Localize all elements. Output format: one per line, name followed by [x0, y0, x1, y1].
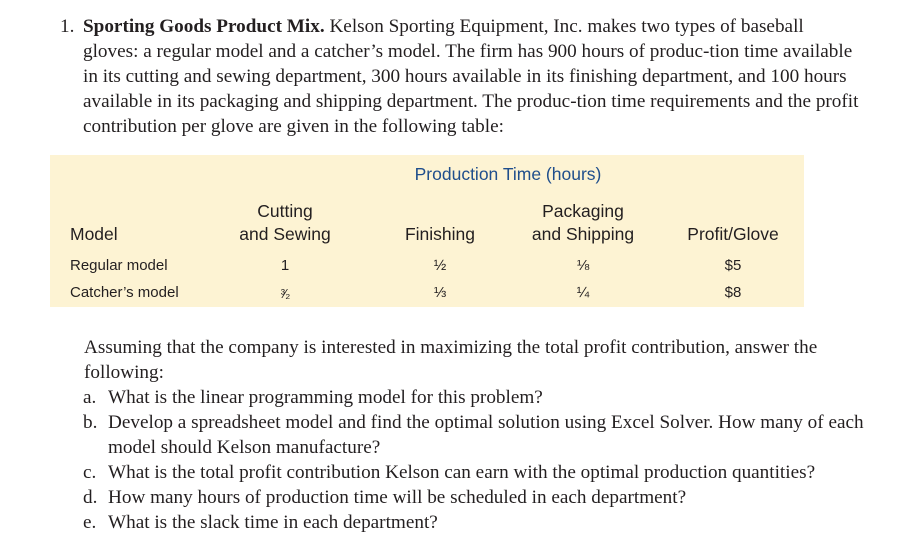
question-item: [83, 485, 874, 510]
question-letter: c.: [83, 462, 97, 483]
question-text: What is the total profit contribution Kelson can earn with the optimal production quantities?: [108, 462, 816, 483]
col-model: Model: [70, 224, 118, 244]
question-list: [84, 385, 874, 535]
row-catcher-finishing: ⅓: [433, 284, 447, 301]
col-packaging-line2: and Shipping: [531, 224, 635, 244]
production-table: [50, 155, 804, 307]
question-text: What is the slack time in each department?: [108, 512, 438, 533]
question-letter: e.: [83, 512, 97, 533]
question-item: [83, 385, 874, 410]
question-item: [83, 460, 874, 485]
col-cutting-line2: and Sewing: [239, 224, 331, 244]
row-catcher-model: Catcher’s model: [70, 284, 179, 301]
row-catcher-cutting: ³⁄₂: [280, 286, 290, 301]
col-cutting-line1: Cutting: [257, 201, 313, 221]
col-cutting: [225, 200, 345, 246]
question-item: [83, 410, 874, 460]
row-catcher-packaging: ¼: [576, 284, 590, 301]
question-text: How many hours of production time will be scheduled in each department?: [108, 487, 687, 508]
questions-section: [84, 335, 874, 535]
row-regular-profit: $5: [724, 257, 742, 274]
col-packaging-line1: Packaging: [542, 201, 624, 221]
col-profit: Profit/Glove: [687, 224, 779, 244]
questions-intro: Assuming that the company is interested in maximizing the total profit contribution, answer the following:: [84, 337, 818, 383]
row-regular-model: Regular model: [70, 257, 168, 274]
problem-statement: [60, 14, 860, 139]
problem-text: [83, 14, 860, 139]
production-time-header: Production Time (hours): [414, 164, 602, 184]
row-regular-cutting: 1: [280, 257, 290, 274]
question-text: What is the linear programming model for this problem?: [108, 387, 543, 408]
row-regular-packaging: ⅛: [576, 257, 590, 274]
row-regular-finishing: ½: [433, 257, 447, 274]
col-packaging: [513, 200, 653, 246]
col-finishing: Finishing: [404, 224, 476, 244]
problem-number: 1.: [60, 16, 75, 37]
question-text: Develop a spreadsheet model and find the optimal solution using Excel Solver. How many of each model should Kelson manufacture?: [108, 412, 864, 458]
question-item: [83, 510, 874, 535]
row-catcher-profit: $8: [724, 284, 742, 301]
question-letter: b.: [83, 412, 98, 433]
problem-title: Sporting Goods Product Mix.: [83, 16, 325, 37]
question-letter: a.: [83, 387, 97, 408]
problem-body: Kelson Sporting Equipment, Inc. makes two types of baseball gloves: a regular model and a catcher’s model. The firm has 900 hours of produc-tion time available in its cutting and sewing department, 300 hours available in its finishing department, and 100 hours available in its packaging and shipping department. The produc-tion time requirements and the profit contribution per glove are given in the following table:: [83, 16, 859, 137]
question-letter: d.: [83, 487, 98, 508]
